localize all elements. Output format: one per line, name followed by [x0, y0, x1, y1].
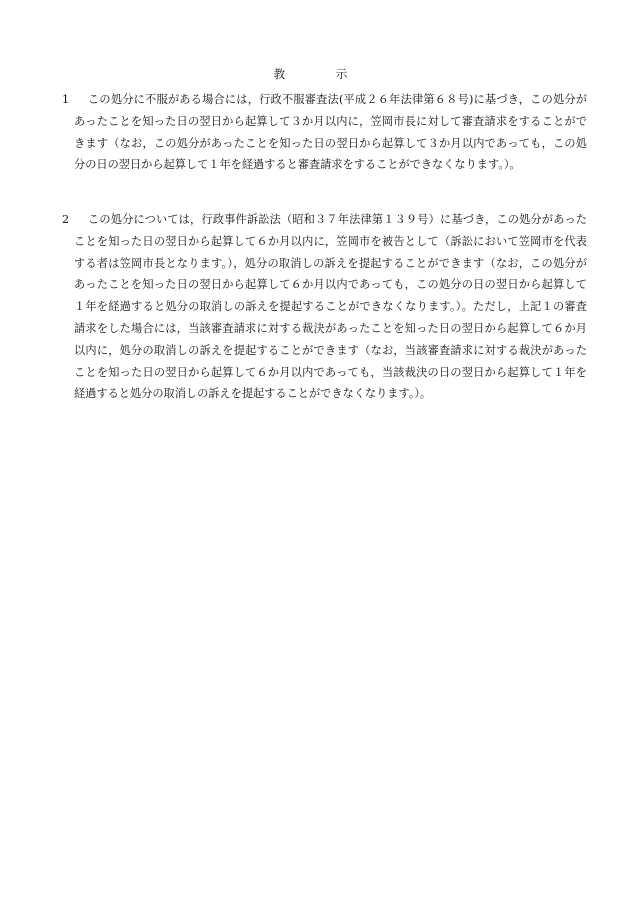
instruction-item-2 — [62, 209, 587, 405]
instruction-text-1: この処分に不服がある場合には，行政不服審査法(平成２６年法律第６８号)に基づき，この処分があったことを知った日の翌日から起算して３か月以内に，笠岡市長に対して審査請求をすることができます（なお，この処分があったことを知った日の翌日から起算して３か月以内であっても，この処分の日の翌日から起算して１年を経過すると審査請求をすることができなくなります。）。 — [74, 93, 587, 172]
instruction-text-2: この処分については，行政事件訴訟法（昭和３７年法律第１３９号）に基づき，この処分があったことを知った日の翌日から起算して６か月以内に，笠岡市を被告として（訴訟において笠岡市を代表する者は笠岡市長となります。），処分の取消しの訴えを提起することができます（なお，この処分があったことを知った日の翌日から起算して６か月以内であっても，この処分の日の翌日から起算して１年を経過すると処分の取消しの訴えを提起することができなくなります。）。ただし，上記１の審査請求をした場合には，当該審査請求に対する裁決があったことを知った日の翌日から起算して６か月以内に，処分の取消しの訴えを提起することができます（なお，当該審査請求に対する裁決があったことを知った日の翌日から起算して６か月以内であっても，当該裁決の日の翌日から起算して１年を経過すると処分の取消しの訴えを提起することができなくなります。）。 — [74, 213, 587, 401]
instruction-number-1: 1 — [62, 93, 70, 106]
document-title: 教 示 — [273, 67, 357, 81]
instruction-item-1 — [62, 89, 587, 176]
instruction-number-2: 2 — [62, 213, 70, 226]
